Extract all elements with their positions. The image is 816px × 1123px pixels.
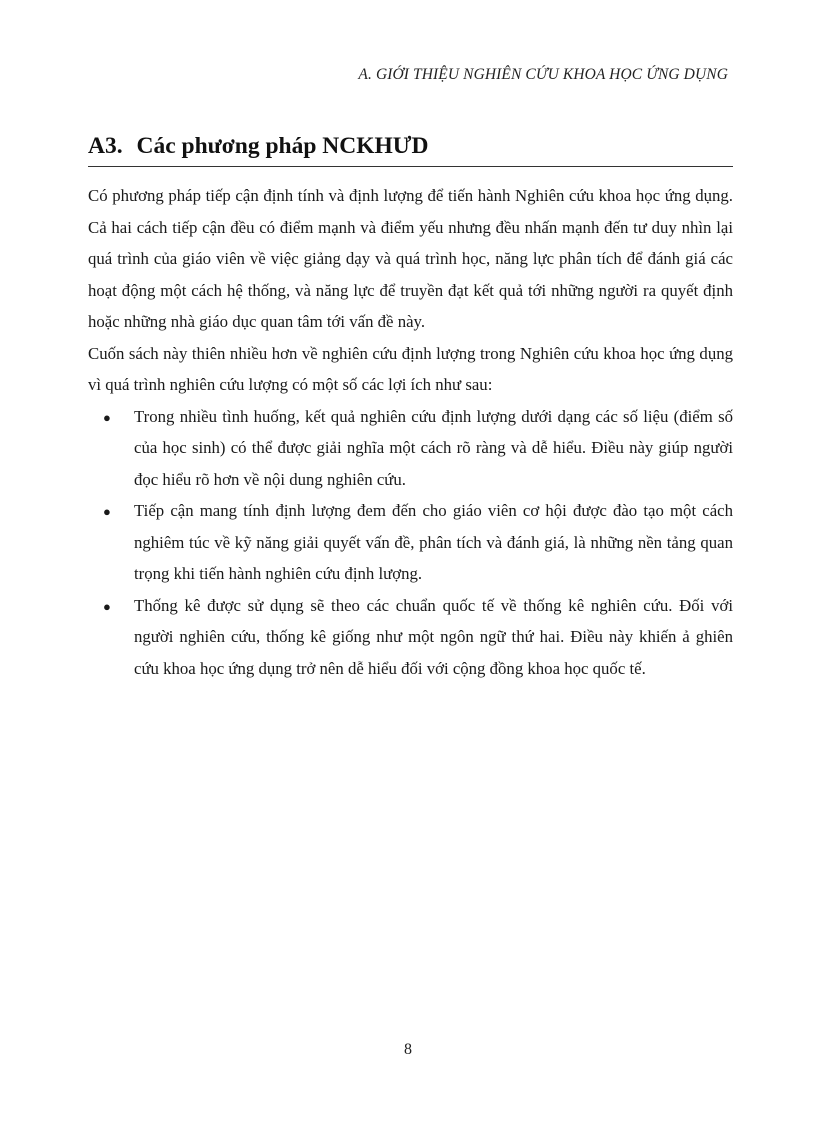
section-heading	[88, 128, 733, 167]
section-title: Các phương pháp NCKHƯD	[136, 133, 429, 159]
bullet-icon: ●	[103, 504, 111, 519]
benefits-list	[88, 401, 733, 685]
page-number: 8	[404, 1041, 412, 1058]
section-number: A3.	[88, 133, 123, 159]
running-header: A. GIỚI THIỆU NGHIÊN CỨU KHOA HỌC ỨNG DỤNG	[358, 66, 728, 83]
list-item-text: Trong nhiều tình huống, kết quả nghiên cứu định lượng dưới dạng các số liệu (điểm số của học sinh) có thể được giải nghĩa một cách rõ ràng và dễ hiểu. Điều này giúp người đọc hiểu rõ hơn về nội dung nghiên cứu.	[134, 406, 733, 489]
list-item	[88, 495, 733, 590]
paragraph-intro: Có phương pháp tiếp cận định tính và định lượng để tiến hành Nghiên cứu khoa học ứng dụng. Cả hai cách tiếp cận đều có điểm mạnh và điểm yếu nhưng đều nhấn mạnh đến tư duy nhìn lại quá trình của giáo viên về việc giảng dạy và quá trình học, năng lực phân tích để đánh giá các hoạt động một cách hệ thống, và năng lực để truyền đạt kết quả tới những người ra quyết định hoặc những nhà giáo dục quan tâm tới vấn đề này.	[88, 186, 733, 331]
list-item	[88, 401, 733, 496]
list-item	[88, 590, 733, 685]
body-text	[88, 180, 733, 684]
bullet-icon: ●	[103, 409, 111, 425]
bullet-icon: ●	[103, 598, 111, 614]
list-item-text: Thống kê được sử dụng sẽ theo các chuẩn quốc tế về thống kê nghiên cứu. Đối với người nghiên cứu, thống kê giống như một ngôn ngữ thứ hai. Điều này khiến ả ghiên cứu khoa học ứng dụng trở nên dễ hiểu đối với cộng đồng khoa học quốc tế.	[134, 595, 733, 678]
list-item-text: Tiếp cận mang tính định lượng đem đến cho giáo viên cơ hội được đào tạo một cách nghiêm túc về kỹ năng giải quyết vấn đề, phân tích và đánh giá, là những nền tảng quan trọng khi tiến hành nghiên cứu định lượng.	[134, 501, 733, 583]
paragraph-benefits-lead: Cuốn sách này thiên nhiều hơn về nghiên cứu định lượng trong Nghiên cứu khoa học ứng dụng vì quá trình nghiên cứu lượng có một số các lợi ích như sau:	[88, 343, 733, 394]
